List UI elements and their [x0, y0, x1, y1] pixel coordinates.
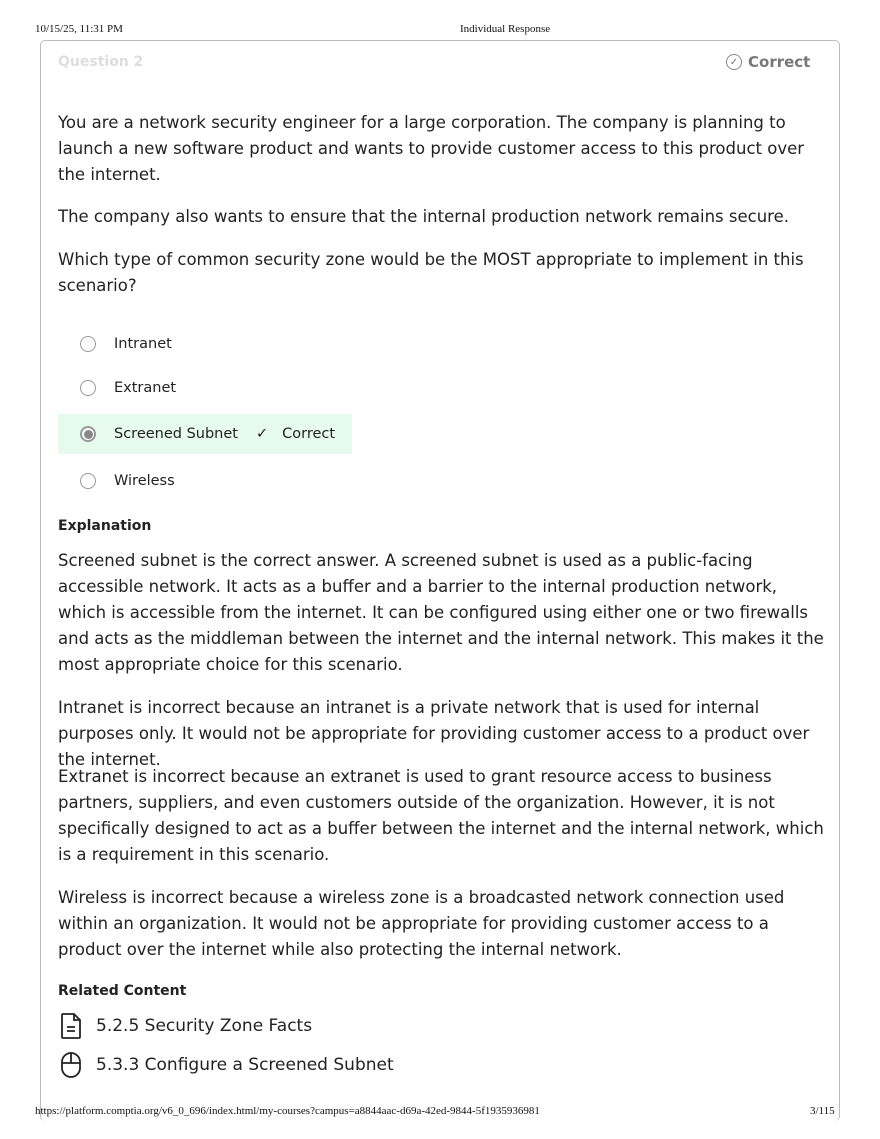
option-wireless[interactable] [58, 461, 175, 501]
check-circle-icon: ✓ [726, 54, 742, 70]
checkmark-icon: ✓ [255, 426, 269, 442]
question-text-2: The company also wants to ensure that the internal production network remains secure. [58, 207, 789, 226]
status-label: Correct [748, 53, 811, 71]
explanation-paragraph: Intranet is incorrect because an intranet is a private network that is used for internal purposes only. It would not be appropriate for providing customer access to a product over the internet. [58, 698, 810, 769]
option-extranet[interactable] [58, 368, 176, 408]
option-label: Screened Subnet [114, 426, 238, 442]
option-label: Intranet [114, 336, 172, 352]
mouse-icon [60, 1051, 82, 1079]
option-label: Wireless [114, 473, 175, 489]
print-datetime: 10/15/25, 11:31 PM [35, 23, 123, 35]
explanation-heading: Explanation [58, 518, 152, 534]
question-text-1: You are a network security engineer for a large corporation. The company is planning to launch a new software product and wants to provide customer access to this product over the internet. [58, 113, 805, 184]
explanation-paragraph: Extranet is incorrect because an extranet is used to grant resource access to business partners, suppliers, and even customers outside of the organization. However, it is not specifically designed to act as a buffer between the internet and the internal network, which is a requirement in this scenario. [58, 767, 824, 864]
option-result: Correct [282, 426, 336, 442]
print-url: https://platform.comptia.org/v6_0_696/index.html/my-courses?campus=a8844aac-d69a-42ed-9844-5f1935936981 [35, 1105, 540, 1117]
print-page-number: 3/115 [810, 1105, 835, 1117]
option-label: Extranet [114, 380, 177, 396]
document-icon [60, 1012, 82, 1040]
radio-button[interactable] [80, 336, 96, 352]
related-link[interactable] [60, 1051, 394, 1079]
print-title: Individual Response [460, 23, 551, 35]
explanation-paragraph: Wireless is incorrect because a wireless zone is a broadcasted network connection used within an organization. It would not be appropriate for providing customer access to a product over the internet while also protecting the internal network. [58, 888, 785, 959]
related-link-label[interactable]: 5.2.5 Security Zone Facts [96, 1016, 313, 1036]
question-prompt: Which type of common security zone would be the MOST appropriate to implement in this scenario? [58, 250, 804, 295]
related-link-label[interactable]: 5.3.3 Configure a Screened Subnet [96, 1055, 394, 1075]
option-screened-subnet[interactable] [58, 414, 352, 454]
related-content-heading: Related Content [58, 983, 187, 999]
radio-button[interactable] [80, 380, 96, 396]
radio-button[interactable] [80, 473, 96, 489]
option-intranet[interactable] [58, 324, 172, 364]
question-number: Question 2 [58, 54, 144, 70]
status-badge [726, 53, 810, 71]
related-link[interactable] [60, 1012, 312, 1040]
radio-button-selected[interactable] [80, 426, 96, 442]
explanation-paragraph: Screened subnet is the correct answer. A screened subnet is used as a public-facing accessible network. It acts as a buffer and a barrier to the internal production network, which is accessible from the internet. It can be configured using either one or two firewalls and acts as the middleman between the internet and the internal network. This makes it the most appropriate choice for this scenario. [58, 551, 824, 674]
